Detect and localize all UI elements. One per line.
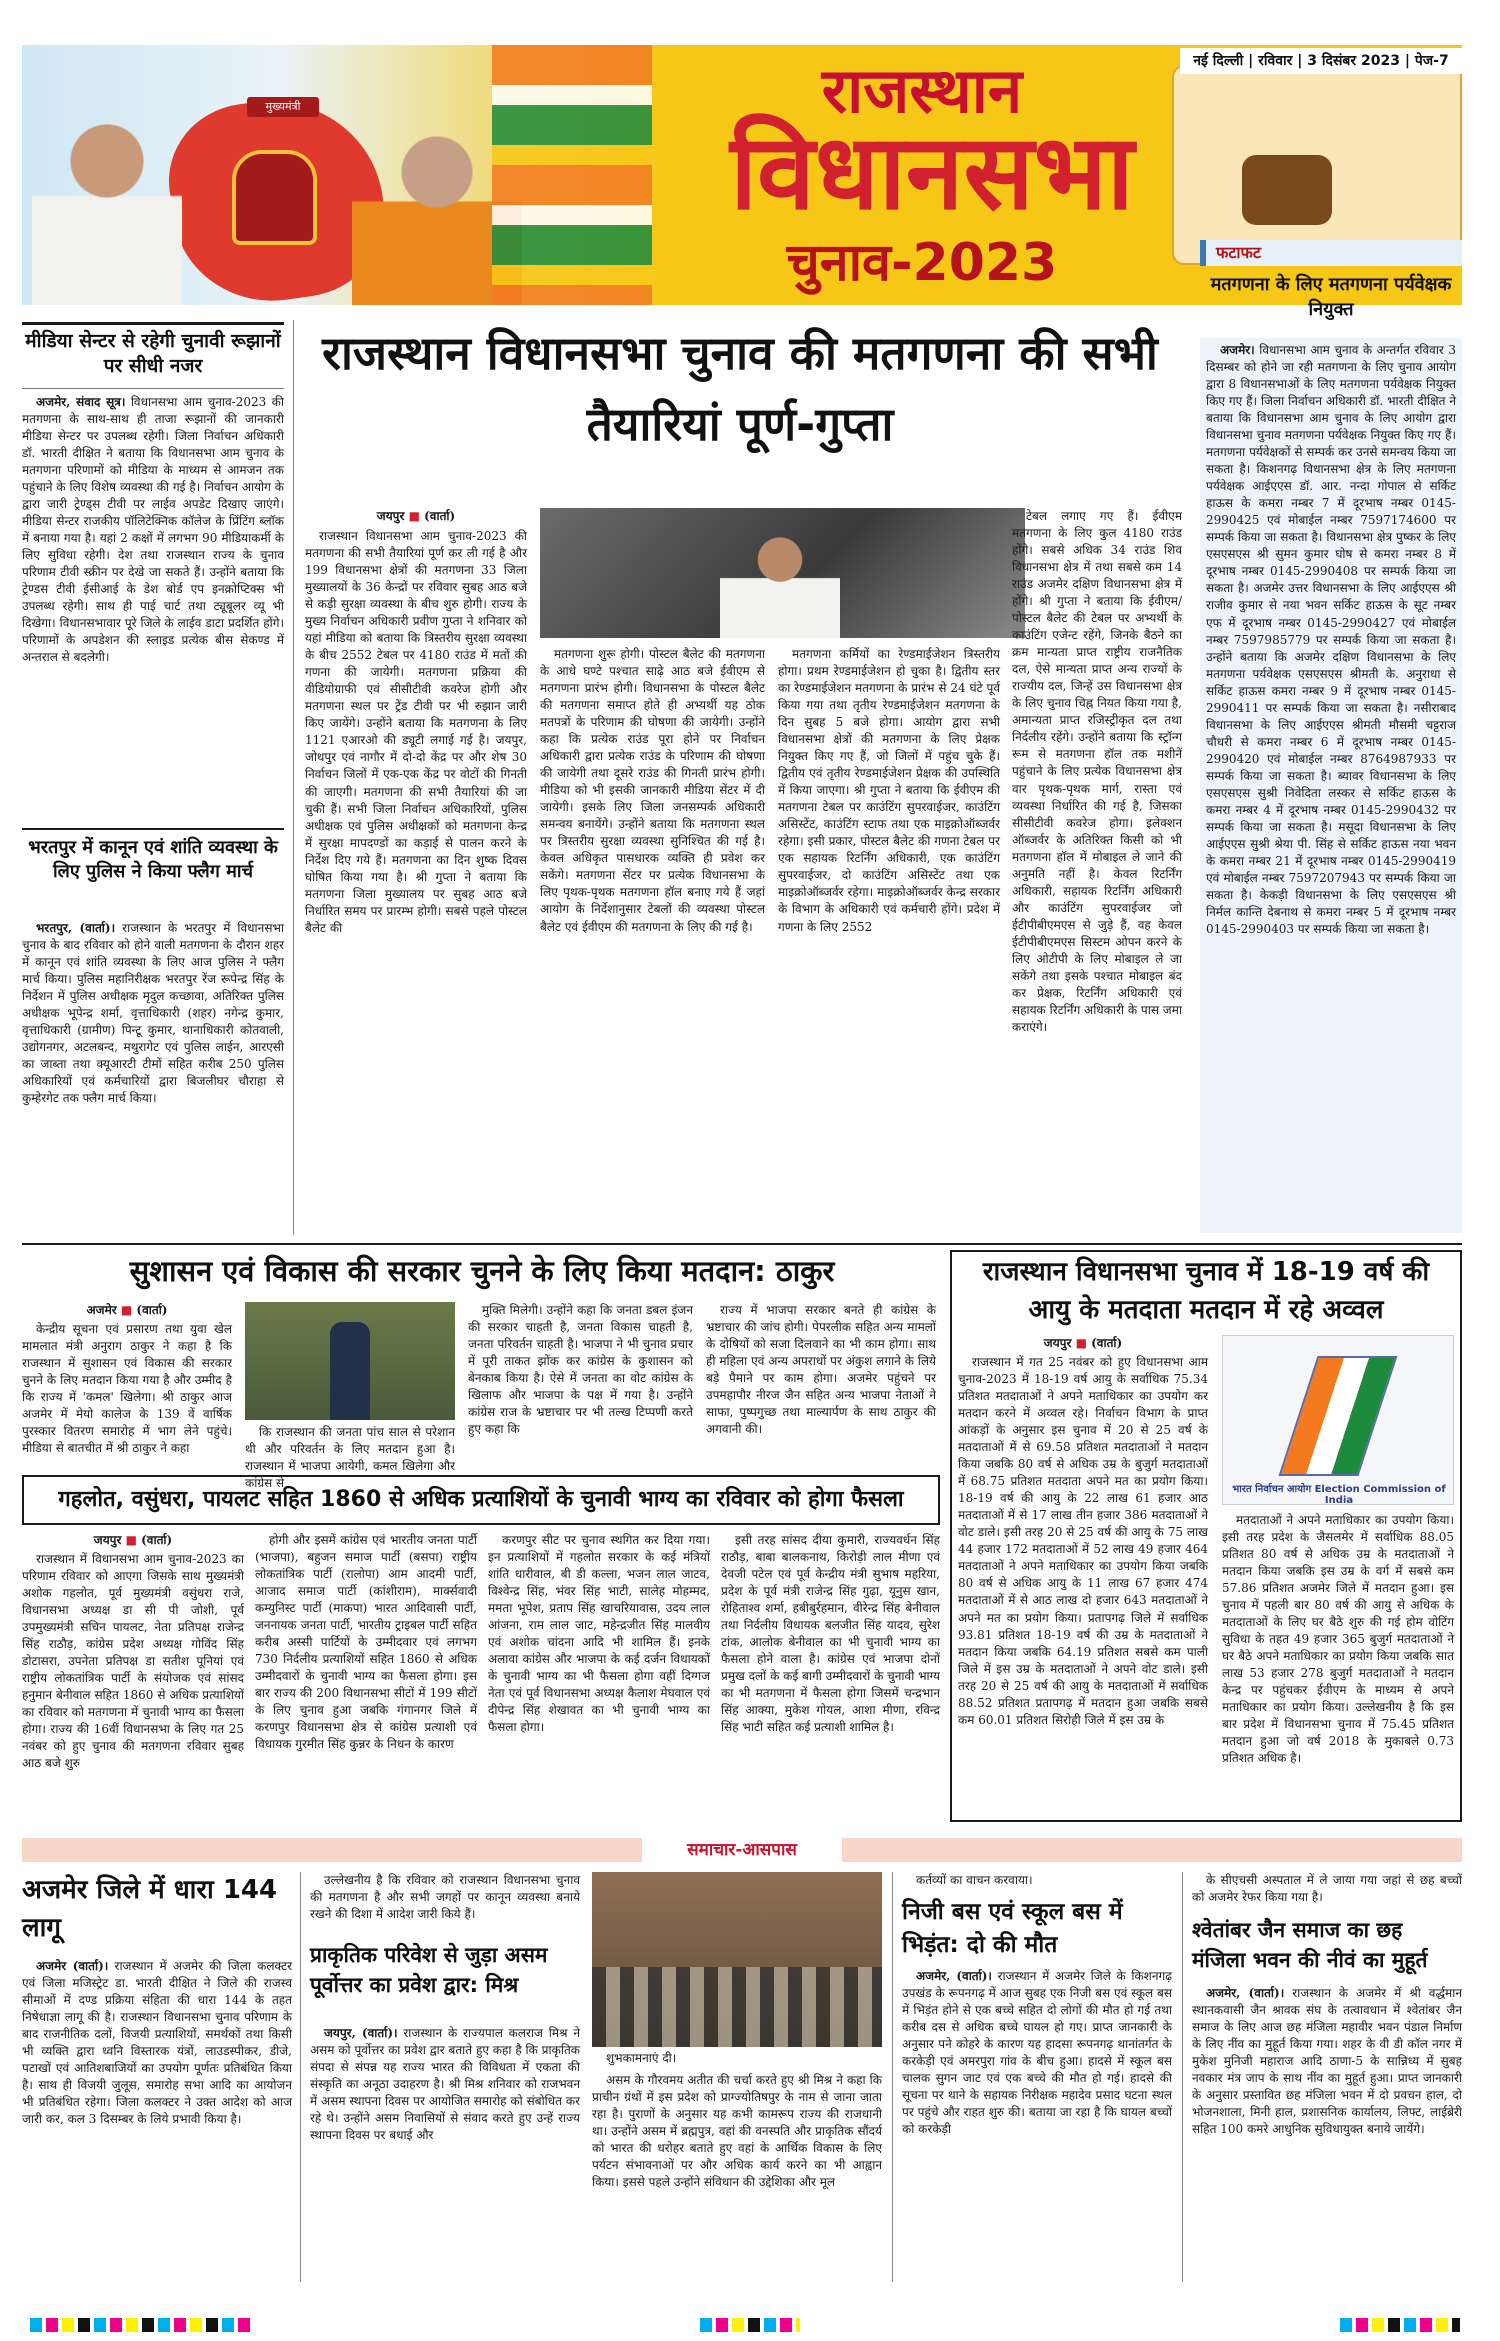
gehlot-dateline-city: जयपुर xyxy=(93,1533,122,1547)
eci-logo xyxy=(1222,1335,1454,1505)
main-col1 xyxy=(305,508,527,1233)
left-story1-headline-box xyxy=(22,322,284,384)
bus-text: राजस्थान में अजमेर जिले के किशनगढ़ उपखंड के रूपनगढ़ में आज सुबह एक निजी बस एवं स्कूल बस में भिड़ंत होने से एक बच्चे सहित दो लोगों की मौत हो गई तथा करीब दस से अधिक बच्चे घायल हो गए। प्राप्त जानकारी के अनुसार पने कोहरे के कारण यह हादसा रूपनगढ़ थानांतर्गत के करकेड़ी एवं अमरपुरा गांव के बीच हुआ। हादसे में स्कूल बस चालक सुगन जाट एवं एक बच्चे की मौत हो गई। हादसे की सूचना पर थाने के सहायक निरीक्षक महादेव प्रसाद घटना स्थल पर पहुंचे और राहत शुरु की। बताया जा रहा है कि घायल बच्चों को करकेड़ी xyxy=(902,1969,1172,2137)
gehlot-col4 xyxy=(721,1532,940,1822)
right-story-text: विधानसभा आम चुनाव के अन्तर्गत रविवार 3 दिसम्बर को होने जा रही मतगणना के लिए चुनाव आयोग द्वारा 8 विधानसभाओं के लिए मतगणना पर्यवेक्षक नियुक्त किए गए हैं। जिला निर्वाचन अधिकारी डॉ. भारती दीक्षित ने बताया कि विधानसभा आम चुनाव के लिए आयोग द्वारा विधानसभा चुनाव मतगणना पर्यवेक्षक नियुक्त किए गए हैं। मतगणना पर्यवेक्षकों से सम्पर्क कर उनसे समन्वय किया जा सकता है। किशनगढ़ विधानसभा क्षेत्र के लिए मतगणना पर्यवेक्षक आईएएस डॉ. आर. नन्दा गोपाल से सर्किट हाऊस के कमरा नम्बर 7 में दूरभाष नम्बर 0145-2990425 एवं मोबाईल नम्बर 7597174600 पर सम्पर्क किया जा सकता है। विधानसभा क्षेत्र पुष्कर के लिए एसएसएस श्री सुमन कुमार घोष से कमरा नम्बर 8 में दूरभाष नम्बर 0145-2990408 पर सम्पर्क किया जा सकता है। अजमेर उत्तर विधानसभा के लिए आईएएस श्री राजीव कुमार से नया भवन सर्किट हाऊस के सूट नम्बर एफ में दूरभाष नम्बर 0145-2990427 एवं मोबाईल नम्बर 7597985779 पर सम्पर्क किया जा सकता है। उन्होंने बताया कि अजमेर दक्षिण विधानसभा के लिए मतगणना पर्यवेक्षक एसएसएस श्रीमती के. अनुराधा से सर्किट हाऊस कमरा नम्बर 9 में दूरभाष नम्बर 0145-2990411 पर सम्पर्क किया जा सकता है। नसीराबाद विधानसभा के लिए आईएएस श्रीमती मौसमी चट्टराज चौधरी से कमरा नम्बर 6 में दूरभाष नम्बर 0145-2990420 एवं मोबाईल नम्बर 8764987933 पर सम्पर्क किया जा सकता है। ब्यावर विधानसभा के लिए एसएसएस सुश्री निवेदिता लस्कर से सर्किट हाऊस के कमरा नम्बर 4 में दूरभाष नम्बर 0145-2990432 पर सम्पर्क किया जा सकता है। मसूदा विधानसभा के लिए आईएएस सुश्री श्रेया पी. सिंह से सर्किट हाऊस नया भवन के कमरा नम्बर 21 में दूरभाष नम्बर 0145-2990419 एवं मोबाईल नम्बर 7597207943 पर सम्पर्क किया जा सकता है। केकड़ी विधानसभा के लिए एसएसएस श्री निर्मल कान्ति देबनाथ से कमरा नम्बर 5 में दूरभाष नम्बर 0145-2990403 पर सम्पर्क किया जा सकता है। xyxy=(1206,343,1456,937)
header-banner xyxy=(22,45,1462,305)
thakur-dateline-agency: (वार्ता) xyxy=(136,1303,168,1317)
assam-headline: प्राकृतिक परिवेश से जुड़ा असम पूर्वोत्तर का प्रवेश द्वार: मिश्र xyxy=(310,1943,548,1998)
gehlot-dateline-agency: (वार्ता) xyxy=(141,1533,173,1547)
main-col2 xyxy=(540,646,765,1233)
gehlot-col3 xyxy=(488,1532,710,1822)
gehlot-col1-text: राजस्थान में विधानसभा आम चुनाव-2023 का परिणाम रविवार को आएगा जिसके साथ मुख्यमंत्री अशोक गहलोत, पूर्व मुख्यमंत्री वसुंधरा राजे, विधानसभा अध्यक्ष डा सी पी जोशी, पूर्व उपमुख्यमंत्री सचिन पायलट, नेता प्रतिपक्ष राजेन्द्र सिंह राठौड़, कांग्रेस प्रदेश अध्यक्ष गोविंद सिंह डोटासरा, उपनेता प्रतिपक्ष डा सतीश पूनियां एवं राष्ट्रीय लोकतांत्रिक पार्टी के संयोजक एवं सांसद हनुमान बेनीवाल सहित 1860 से अधिक प्रत्याशियों का रविवार को मतगणना में चुनावी भाग्य का फैसला होगा। राज्य की 16वीं विधानसभा के लिए गत 25 नवंबर को हुए चुनाव की मतगणना रविवार सुबह आठ बजे शुरु xyxy=(22,1552,244,1771)
ajmer-dhara-text: राजस्थान में अजमेर की जिला कलक्टर एवं जिला मजिस्ट्रेट डा. भारती दीक्षित ने जिले की राजस्व सीमाओं में दण्ड प्रक्रिया संहिता की धारा 144 के तहत निषेधाज्ञा लागू की है। राजस्थान विधानसभा चुनाव परिणाम के बाद राजनीतिक दलों, विजयी प्रत्याशियों, समर्थकों तथा किसी भी व्यक्ति द्वारा ध्वनि विस्तारक यंत्रों, लाउडस्पीकर, डीजे, पटाखों एवं आतिशबाजियों का उपयोग पूर्णतः प्रतिबंधित किया है। साथ ही विजयी जुलूस, समारोह सभा आदि का आयोजन भी प्रतिबंधित रहेगा। जिला कलक्टर ने उक्त आदेश को आज जारी कर, कल 3 दिसम्बर के लिये प्रभावी किया है। xyxy=(22,1959,292,2127)
youth-dateline-agency: (वार्ता) xyxy=(1091,1336,1123,1350)
left-story1-text: विधानसभा आम चुनाव-2023 की मतगणना के साथ-साथ ही ताजा रूझानों की जानकारी मीडिया सेन्टर पर उपलब्ध रहेगी। जिला निर्वाचन अधिकारी डॉ. भारती दीक्षित ने बताया कि विधानसभा आम चुनाव के मतगणना परिणामों को मीडिया के माध्यम से आमजन तक पहुंचाने के लिए विशेष व्यवस्था की गई है। निर्वाचन आयोग के द्वारा जारी ट्रेण्ड्स टीवी पर लाईव अपडेट दिखाए जाएंगे। मीडिया सेन्टर राजकीय पॉलिटेक्निक कॉलेज के प्रिंटिंग ब्लॉक में बनाया गया है। यहां 2 कक्षों में लगभग 90 मीडियाकर्मी के लिए सुविधा रहेगी। देश तथा राजस्थान राज्य के चुनाव परिणाम टीवी स्क्रीन पर देखे जा सकते हैं। उन्होंने बताया कि ट्रेण्डस टीवी ईसीआई के डेश बोर्ड एप इनक्रोप्टिक्स भी उपलब्ध रहेगी। साथ ही पाई चार्ट तथा ट्यूबूलर व्यू भी दिखेगा। विधानसभावार पूरे जिले के लाईव डाटा प्रदर्शित होंगे। परिणामों के अपडेशन की स्लाइड प्रत्येक बीस सेकण्ड में अन्तराल से बदलेगी। xyxy=(22,395,284,665)
eci-tricolor-mark xyxy=(1279,1356,1398,1476)
main-col4 xyxy=(1012,508,1182,1233)
assam-col2 xyxy=(592,2072,882,2283)
divider xyxy=(22,388,284,389)
thakur-col1 xyxy=(22,1302,232,1462)
cm-tag: मुख्यमंत्री xyxy=(247,97,319,117)
youth-headline: राजस्थान विधानसभा चुनाव में 18-19 वर्ष की आयु के मतदाता मतदान में रहे अव्वल xyxy=(982,1257,1430,1325)
assam-col1 xyxy=(310,2025,580,2283)
column-rule xyxy=(293,320,294,1235)
main-col4-text: टेबल लगाए गए हैं। ईवीएम मतगणना के लिए कुल 4180 राउंड होंगे। सबसे अधिक 34 राउंड शिव विधानसभा क्षेत्र में तथा सबसे कम 14 राउंड अजमेर दक्षिण विधानसभा क्षेत्र में होंगे। श्री गुप्ता ने बताया कि ईवीएम/पोस्टल बैलेट की टेबल पर अभ्यर्थी के काउंटिंग एजेन्ट रहेंगे, जिनके बैठने का क्रम मान्यता प्राप्त राष्ट्रीय राजनैतिक दल, ऐसे मान्यता प्राप्त अन्य राज्यों के राज्यीय दल, जिन्हें उस विधानसभा क्षेत्र के लिए चुनाव चिह्न नियत किया गया है, अमान्यता प्राप्त रजिस्ट्रीकृत दल तथा निर्दलीय रहेंगे। उन्होंने बताया कि स्ट्रॉन्ग रूम से मतगणना हॉल तक मशीनें पहुंचाने के लिए प्रत्येक विधानसभा क्षेत्र वार पृथक-पृथक मार्ग, रास्ता एवं व्यवस्था निर्धारित की गई है, जिसका सीसीटीवी कवरेज होगा। इलेक्शन ऑब्जर्वर के अतिरिक्त किसी को भी मतगणना हॉल में मोबाइल ले जाने की अनुमति नहीं है। केवल रिटर्निंग अधिकारी, सहायक रिटर्निंग अधिकारी और काउंटिंग सुपरवाईजर जो ईटीपीबीएमएस से जुड़े हैं, वह केवल ईटीपीबीएमएस सिस्टम ओपन करने के लिए ओटीपी के लिए मोबाइल ले जा सकेंगे तथा इसके पश्चात मोबाइल बंद कर प्रेक्षक, रिटर्निंग अधिकारी एवं सहायक रिटर्निंग अधिकारी के पास जमा कराएंगे। xyxy=(1012,509,1182,1034)
registration-marks-right xyxy=(1340,2318,1460,2332)
gehlot-col4-text: इसी तरह सांसद दीया कुमारी, राज्यवर्धन सिंह राठौड़, बाबा बालकनाथ, किरोड़ी लाल मीणा एवं देवजी पटेल एवं पूर्व केन्द्रीय मंत्री सुभाष महरिया, प्रदेश के पूर्व मंत्री राजेन्द्र सिंह गुढ़ा, यूनुस खान, रोहिताश्व शर्मा, हबीबुर्रहमान, वीरेन्द्र सिंह बेनीवाल तथा निर्दलीय विधायक बलजीत सिंह यादव, सुरेश टांक, आलोक बेनीवाल का भी चुनावी भाग्य का फैसला होने वाला है। कांग्रेस एवं भाजपा दोनों प्रमुख दलों के कई बागी उम्मीदवारों के चुनावी भाग्य का भी मतगणना में फैसला होगा जिसमें चन्द्रभान सिंह आक्या, मुकेश गोयल, आशा मीणा, रविन्द्र सिंह भाटी सहित कई प्रत्याशी शामिल है। xyxy=(721,1533,940,1735)
jain-body xyxy=(1192,1985,1462,2283)
assam-lead-text: उल्लेखनीय है कि रविवार को राजस्थान विधानसभा चुनाव की मतगणना है और सभी जगहों पर कानून व्यवस्था बनाये रखने की दिशा में आदेश जारी किये हैं। xyxy=(310,1873,580,1922)
gehlot-col1 xyxy=(22,1532,244,1822)
main-headline: राजस्थान विधानसभा चुनाव की मतगणना की सभी तैयारियां पूर्ण-गुप्ता xyxy=(322,326,1158,452)
cm-chair-graphic xyxy=(232,150,317,245)
jain-headline: श्वेतांबर जैन समाज का छह मंजिला भवन की नीवं का मुहूर्त xyxy=(1192,1918,1428,1973)
column-rule xyxy=(1182,1872,1183,2282)
main-col3-text: मतगणना कर्मियों का रेण्डमाईजेशन त्रिस्तरीय होगा। प्रथम रेण्डमाईजेशन हो चुका है। द्वितीय स्तर का रेण्डमाईजेशन मतगणना के प्रारंभ से 24 घंटे पूर्व किया गया तथा तृतीय रेण्डमाईजेशन मतगणना के दिन सुबह 5 बजे होगा। आयोग द्वारा सभी विधानसभा क्षेत्रों की मतगणना के लिए प्रेक्षक नियुक्त किए गए हैं, जो जिलों में पहुंच चुके हैं। द्वितीय एवं तृतीय रेण्डमाईजेशन प्रेक्षक की उपस्थिति में किया जाएगा। श्री गुप्ता ने बताया कि ईवीएम की मतगणना टेबल पर काउंटिंग सुपरवाईजर, काउंटिंग असिस्टेंट, काउंटिंग स्टाफ तथा एक माइक्रोऑब्जर्वर रहेगा। इसी प्रकार, पोस्टल बैलेट की गणना टेबल पर एक सहायक रिटर्निंग अधिकारी, एक काउंटिंग सुपरवाईजर, दो काउंटिंग असिस्टेंट तथा एक माइक्रोऑब्जर्वर रहेगा। माइक्रोऑब्जर्वर केन्द्र सरकार के विभाग के अधिकारी एवं कर्मचारी होंगे। प्रदेश में गणना के लिए 2552 xyxy=(778,647,1000,934)
registration-marks-center xyxy=(700,2318,800,2332)
thakur-photo xyxy=(245,1302,455,1420)
red-square-icon: ■ xyxy=(125,1533,137,1547)
left-story2-text: राजस्थान के भरतपुर में विधानसभा चुनाव के बाद रविवार को होने वाली मतगणना के दौरान शहर में कानून एवं शांति व्यवस्था के लिए आज पुलिस ने फ्लैग मार्च किया। पुलिस महानिरीक्षक भरतपुर रेंज रूपेन्द्र सिंह के निर्देशन में पुलिस अधीक्षक मृदुल कच्छावा, अतिरिक्त पुलिस अधीक्षक भूपेन्द्र शर्मा, वृत्ताधिकारी (शहर) नगेन्द्र कुमार, वृत्ताधिकारी (ग्रामीण) पिन्टू कुमार, थानाधिकारी कोतवाली, उद्योगनगर, अटलबन्द, मथुरागेट एवं पुलिस लाईन, आरएसी का जाब्ता तथा क्यूआरटी टीमों सहित करीब 250 पुलिस अधिकारियों एवं कर्मचारियों द्वारा बिजलीघर चौराहा से कुम्हेरगेट तक फ्लैग मार्च किया। xyxy=(22,921,284,1106)
left-story1-body xyxy=(22,394,284,822)
gehlot-col2-text: होगी और इसमें कांग्रेस एवं भारतीय जनता पार्टी (भाजपा), बहुजन समाज पार्टी (बसपा) राष्ट्रीय लोकतांत्रिक पार्टी (रालोपा) आम आदमी पार्टी, आजाद समाज पार्टी (कांशीराम), मार्क्सवादी कम्युनिस्ट पार्टी (माकपा) भारत आदिवासी पार्टी, जननायक जनता पार्टी, भारतीय ट्राइबल पार्टी सहित करीब अस्सी पार्टियों के उम्मीदवार एवं लगभग 730 निर्दलीय प्रत्याशियों सहित 1860 से अधिक उम्मीदवारों के चुनावी भाग्य का फैसला होगा। इस बार राज्य की 200 विधानसभा सीटों में 199 सीटों के लिए चुनाव हुआ जबकि गंगानगर जिले में करणपुर विधानसभा क्षेत्र से कांग्रेस प्रत्याशी एवं विधायक गुरमीत सिंह कुन्नर के निधन के कारण xyxy=(255,1533,477,1752)
main-dateline-city: जयपुर xyxy=(376,509,405,523)
left-story2-headline: भरतपुर में कानून एवं शांति व्यवस्था के लिए पुलिस ने किया फ्लैग मार्च xyxy=(28,837,278,883)
samachar-label: समाचार-आसपास xyxy=(642,1838,842,1862)
thakur-col1-text: केन्द्रीय सूचना एवं प्रसारण तथा युवा खेल मामलात मंत्री अनुराग ठाकुर ने कहा है कि राजस्थान में सुशासन एवं विकास की सरकार चुनने के लिए मतदान किया गया है और उम्मीद है कि राज्य में 'कमल' खिलेगा। श्री ठाकुर आज अजमेर में मेयो कालेज के 139 वें वार्षिक पुरस्कार वितरण समारोह में भाग लेने पहुंचे। मीडिया से बातचीत में श्री ठाकुर ने कहा xyxy=(22,1322,232,1456)
ajmer-dhara-dateline: अजमेर (वार्ता)। xyxy=(36,1959,109,1973)
assam-photo-caption xyxy=(592,2050,882,2068)
bus-lead xyxy=(902,1872,1172,1892)
jain-text: राजस्थान के अजमेर में श्री वर्द्धमान स्थानकवासी जैन श्रावक संघ के तत्वावधान में श्वेतांबर जैन समाज के लिए आज छह मंजिला महावीर भवन पंडाल निर्माण के लिए नींव का मुहूर्त किया गया। शहर के वी डी कॉल नगर में मुकेश मुनिजी महाराज आदि ठाणा-5 के सान्निध्य में सुबह नवकार मंत्र जाप के साथ नींव का मुहूर्त हुआ। प्राप्त जानकारी के अनुसार प्रस्तावित छह मंजिला भवन में दो प्रवचन हाल, दो भोजनशाला, मिनी हाल, प्रशासनिक कार्यालय, लिफ्ट, लाईब्रेरी सहित 100 कमरे आधुनिक सुविधायुक्त बनाये जायेंगे। xyxy=(1192,1986,1462,2137)
youth-dateline-city: जयपुर xyxy=(1043,1336,1072,1350)
thakur-col3-text: मुक्ति मिलेगी। उन्होंने कहा कि जनता डबल इंजन की सरकार चाहती है, जनता विकास चाहती है, जनता परिवर्तन चाहती है। भाजपा ने भी चुनाव प्रचार में पूरी ताकत झोंक कर कांग्रेस के कुशासन को बेनकाब किया है। ऐसे में जनता का वोट कांग्रेस के खिलाफ और भाजपा के पक्ष में गया है। उन्होंने कांग्रेस राज के भ्रष्टाचार पर भी तल्ख टिप्पणी करते हुए कहा कि xyxy=(468,1303,693,1437)
thakur-col3 xyxy=(468,1302,693,1462)
jain-dateline: अजमेर, (वार्ता)। xyxy=(1206,1986,1285,2000)
assam-event-photo xyxy=(592,1872,882,2047)
youth-col1-text: राजस्थान में गत 25 नवंबर को हुए विधानसभा आम चुनाव-2023 में 18-19 वर्ष आयु के सर्वाधिक 75.34 प्रतिशत मतदाताओं ने अपने मताधिकार का उपयोग कर मतदान करने में अव्वल रहे। निर्वाचन विभाग के प्राप्त आंकड़ों के अनुसार इस चुनाव में 20 से 25 वर्ष के मतदाताओं में से 69.58 प्रतिशत मतदाताओं ने मतदान किया जबकि 80 वर्ष से अधिक उम्र के बुजुर्ग मतदाताओं में 68.75 प्रतिशत मतदाता अपने मत का प्रयोग किया। 18-19 वर्ष की आयु के 22 लाख 61 हजार आठ मतदाताओं में से 17 लाख तीन हजार 386 मतदाताओं ने वोट डाले। इसी तरह 20 से 25 वर्ष की आयु के 75 लाख 44 हजार 172 मतदाताओं में 52 लाख 49 हजार 464 मतदाताओं ने अपने मताधिकार का उपयोग किया जबकि 80 वर्ष से अधिक आयु के 11 लाख 67 हजार 474 मतदाताओं में से आठ लाख दो हजार 643 मतदाताओं ने अपने मत का प्रयोग किया। प्रतापगढ़ जिले में सर्वाधिक 93.81 प्रतिशत 18-19 वर्ष की उम्र के मतदाताओं ने मतदान किया जबकि 64.19 प्रतिशत सबसे कम पाली जिले में इस उम्र के मतदाताओं ने अपने वोट डाले। इसी तरह 20 से 25 वर्ष की आयु के मतदाताओं में सर्वाधिक 88.52 प्रतिशत प्रतापगढ़ में मतदान हुआ जबकि सबसे कम 60.01 प्रतिशत सिरोही जिले में इस उम्र के xyxy=(958,1355,1208,1727)
thakur-col2 xyxy=(245,1424,455,1491)
thakur-headline: सुशासन एवं विकास की सरकार चुनने के लिए किया मतदान: ठाकुर xyxy=(129,1254,835,1288)
right-story-headline: मतगणना के लिए मतगणना पर्यवेक्षक नियुक्त xyxy=(1210,274,1452,321)
eci-logo-text: भारत निर्वाचन आयोग Election Commission of India xyxy=(1232,1484,1446,1506)
right-story-dateline: अजमेर। xyxy=(1220,343,1255,357)
bus-dateline: अजमेर, (वार्ता)। xyxy=(916,1969,992,1983)
assam-dateline: जयपुर, (वार्ता)। xyxy=(324,2026,398,2040)
samachar-section-bar xyxy=(22,1838,1462,1862)
left-story2-body xyxy=(22,920,284,1240)
left-story1-headline: मीडिया सेन्टर से रहेगी चुनावी रूझानों पर सीधी नजर xyxy=(25,330,281,377)
divider xyxy=(22,828,284,830)
jain-lead xyxy=(1192,1872,1462,1910)
right-story-body xyxy=(1200,338,1462,1233)
banner-title-1: राजस्थान xyxy=(821,54,1023,127)
main-col2-text: मतगणना शुरू होगी। पोस्टल बैलेट की मतगणना के आधे घण्टे पश्चात साढ़े आठ बजे ईवीएम से मतगणना प्रारंभ होगी। विधानसभा के पोस्टल बैलेट की मतगणना समाप्त होते ही अभ्यर्थी यह ठोक मतपत्रों के परिणाम की घोषणा की जायेगी। उन्होंने कहा कि प्रत्येक राउंड पूरा होने पर निर्वाचन अधिकारी द्वारा प्रत्येक राउंड के परिणाम की घोषणा की जायेगी तथा दूसरे राउंड की गिनती प्रारंभ होगी। मीडिया को भी इसकी जानकारी मीडिया सेंटर में दी जायेगी। इसके लिए जिला जनसम्पर्क अधिकारी समन्वय बनायेंगे। उन्होंने बताया कि मतगणना स्थल पर त्रिस्तरीय सुरक्षा व्यवस्था सुनिश्चित की गई है। केवल अधिकृत पासधारक व्यक्ति ही प्रवेश कर सकेंगे। मतगणना सेंटर पर प्रत्येक विधानसभा के लिए पृथक-पृथक मतगणना हॉल बनाए गये हैं जहां आयोग के निर्देशानुसार टेबलों की व्यवस्था पोस्टल बैलेट एवं ईवीएम की मतगणना के लिए की गई है। xyxy=(540,647,765,934)
official-figure xyxy=(720,526,840,638)
speaker-figure xyxy=(330,1322,370,1420)
assam-col1-text: राजस्थान के राज्यपाल कलराज मिश्र ने असम को पूर्वोत्तर का प्रवेश द्वार बताते हुए कहा है कि प्राकृतिक संपदा से संपन्न यह राज्य भारत की विविधता में एकता की संस्कृति का अनूठा उदाहरण है। श्री मिश्र शनिवार को राजभवन में असम स्थापना दिवस पर आयोजित समारोह को संबोधित कर रहे थे। उन्होंने असम निवासियों से संवाद करते हुए उन्हें राज्य स्थापना दिवस पर बधाई और xyxy=(310,2026,580,2143)
red-square-icon: ■ xyxy=(1075,1336,1087,1350)
red-square-icon: ■ xyxy=(120,1303,133,1317)
left-story2-dateline: भरतपुर, (वार्ता)। xyxy=(36,921,116,935)
banner-title-2: विधानसभा xyxy=(730,111,1134,233)
gehlot-col3-text: करणपुर सीट पर चुनाव स्थगित कर दिया गया। इन प्रत्याशियों में गहलोत सरकार के कई मंत्रियों शांति धारीवाल, बी डी कल्ला, भजन लाल जाटव, विश्वेन्द्र सिंह, भंवर सिंह भाटी, सालेह मोहम्मद, ममता भूपेश, प्रताप सिंह खाचरियावास, उदय लाल आंजना, राम लाल जाट, महेन्द्रजीत सिंह मालवीय एवं अशोक चांदना आदि भी शामिल हैं। इनके अलावा कांग्रेस और भाजपा के कई दर्जन विधायकों के चुनावी भाग्य का भी फैसला होगा वहीं दिग्गज नेता एवं पूर्व विधानसभा अध्यक्ष कैलाश मेघवाल एवं दीपेन्द्र सिंह शेखावत का भी चुनावी भाग्य का फैसला होगा। xyxy=(488,1533,710,1735)
ajmer-dhara-headline: अजमेर जिले में धारा 144 लागू xyxy=(22,1875,278,1943)
assam-lead xyxy=(310,1872,580,1934)
main-col1-text: राजस्थान विधानसभा आम चुनाव-2023 की मतगणना की सभी तैयारियां पूर्ण कर ली गई है और 199 विधानसभा क्षेत्रों की मतगणना 33 जिला मुख्यालयों के 36 केन्द्रों पर रविवार सुबह आठ बजे से कड़ी सुरक्षा व्यवस्था के बीच शुरु होगी। राज्य के मुख्य निर्वाचन अधिकारी प्रवीण गुप्ता ने शनिवार को यहां मीडिया को बताया कि त्रिस्तरीय सुरक्षा व्यवस्था के बीच 2552 टेबल पर 4180 राउंड में मतों की गणना की जायेगी। मतगणना प्रक्रिया की वीडियोग्राफी एवं सीसीटीवी कवरेज होगी और मतगणना स्थल पर ट्रेंड टीवी पर भी रुझान जारी किए जायेंगे। उन्होंने बताया कि मतगणना के लिए 1121 एआरओ की ड्यूटी लगाई गई है। जयपुर, जोधपुर एवं नागौर में दो-दो केंद्र पर और शेष 30 निर्वाचन जिलों में एक-एक केंद्र पर वोटों की गिनती की जाएगी। मतगणना की सभी तैयारियां की जा चुकी हैं। सभी जिला निर्वाचन अधिकारियों, पुलिस अधीक्षक एवं पुलिस अधीक्षकों को मतगणना केन्द्र में सुरक्षा मापदण्डों का कड़ाई से पालन करने के निर्देश दिए गये हैं। मतगणना का दिन शुष्क दिवस घोषित किया गया है। श्री गुप्ता ने बताया कि मतगणना जिला मुख्यालय पर सुबह आठ बजे निर्धारित समय पर प्रारम्भ होगी। सबसे पहले पोस्टल बैलेट की xyxy=(305,529,527,935)
gehlot-headline: गहलोत, वसुंधरा, पायलट सहित 1860 से अधिक प्रत्याशियों के चुनावी भाग्य का रविवार को होगा फैसला xyxy=(58,1487,904,1512)
leader-photo-left xyxy=(32,105,182,305)
drum-graphic xyxy=(1242,155,1332,225)
thakur-col2-text: कि राजस्थान की जनता पांच साल से परेशान थी और परिवर्तन के लिए मतदान हुआ है। राजस्थान में भाजपा आयेगी, कमल खिलेगा और कांग्रेस से xyxy=(245,1425,455,1491)
main-story-photo xyxy=(540,508,1025,638)
column-rule xyxy=(892,1872,893,2282)
bus-lead-text: कर्तव्यों का वाचन करवाया। xyxy=(916,1873,1033,1887)
thakur-col4-text: राज्य में भाजपा सरकार बनते ही कांग्रेस के भ्रष्टाचार की जांच होगी। पेपरलीक सहित अन्य मामलों के दोषियों को सजा दिलवाने का भी काम होगा। साथ ही महिला एवं अन्य अपराधों पर अंकुश लगाने के लिये बड़े पैमाने पर काम होगा। अजमेर पहुंचने पर उपमहापौर नीरज जैन सहित अन्य भाजपा नेताओं ने साफा, पुष्पगुच्छ तथा माल्यार्पण के साथ ठाकुर की अगवानी की। xyxy=(706,1303,936,1437)
fatafat-section-bar xyxy=(1200,240,1462,266)
thakur-col4 xyxy=(706,1302,936,1462)
main-col3 xyxy=(778,646,1000,1233)
bus-headline: निजी बस एवं स्कूल बस में भिड़ंत: दो की मौत xyxy=(902,1899,1123,1959)
thakur-dateline-city: अजमेर xyxy=(86,1303,117,1317)
red-square-icon: ■ xyxy=(408,509,420,523)
gehlot-headline-box xyxy=(22,1475,940,1525)
fatafat-label: फटाफट xyxy=(1216,243,1261,262)
youth-col2 xyxy=(1222,1512,1454,1817)
left-story1-dateline: अजमेर, संवाद सूत्र। xyxy=(36,395,126,409)
main-dateline-agency: (वार्ता) xyxy=(424,509,456,523)
column-rule xyxy=(300,1872,301,2282)
youth-col1 xyxy=(958,1335,1208,1817)
bus-body xyxy=(902,1968,1172,2283)
gehlot-col2 xyxy=(255,1532,477,1822)
banner-title-3: चुनाव-2023 xyxy=(786,233,1058,293)
divider xyxy=(22,1243,1462,1245)
audience-graphic xyxy=(592,1967,882,2047)
youth-col2-text: मतदाताओं ने अपने मताधिकार का उपयोग किया। इसी तरह प्रदेश के जैसलमेर में सर्वाधिक 88.05 प्रतिशत 80 वर्ष से अधिक उम्र के मतदाताओं ने मतदान किया जबकि इस उम्र के वर्ग में सबसे कम 57.86 प्रतिशत अजमेर जिले में मतदान हुआ। इस चुनाव में पहली बार 80 वर्ष की आयु से अधिक के मतदाताओं के लिए घर बैठे शुरु की गई होम वोटिंग सुविधा के तहत 49 हजार 365 बुजुर्ग मतदाताओं ने घर बैठे अपने मताधिकार का प्रयोग किया जबकि सात लाख 53 हजार 278 बुजुर्ग मतदाताओं ने मतदान केन्द्र पर पहुंचकर ईवीएम के माध्यम से अपने मताधिकार का प्रयोग किया। उल्लेखनीय है कि इस बार प्रदेश में विधानसभा चुनाव में 75.45 प्रतिशत मतदान हुआ जो वर्ष 2018 के मुकाबले 0.73 प्रतिशत अधिक है। xyxy=(1222,1513,1454,1766)
jain-lead-text: के सीएचसी अस्पताल में ले जाया गया जहां से छह बच्चों को अजमेर रेफर किया गया है। xyxy=(1192,1873,1462,1905)
assam-col2-text: असम के गौरवमय अतीत की चर्चा करते हुए श्री मिश्र ने कहा कि प्राचीन ग्रंथों में इस प्रदेश को प्राग्ज्योतिषपुर के नाम से जाना जाता रहा है। पुराणों के अनुसार यह कभी कामरूप राज्य की राजधानी था। उन्होंने असम में ब्रह्मपुत्र, वहां की वनस्पति और प्राकृतिक सौंदर्य को भारत की धरोहर बताते हुए वहां के आर्थिक विकास के लिए पर्यटन संभावनाओं पर और अधिक कार्य करने का भी आह्वान किया। इससे पहले उन्होंने संविधान की उद्देशिका और मूल xyxy=(592,2073,882,2190)
edition-strip: नई दिल्ली | रविवार | 3 दिसंबर 2023 | पेज-7 xyxy=(1180,48,1462,74)
assam-photo-caption-text: शुभकामनाएं दी। xyxy=(606,2051,677,2065)
registration-marks-left xyxy=(30,2318,250,2332)
ajmer-dhara-body xyxy=(22,1958,292,2283)
